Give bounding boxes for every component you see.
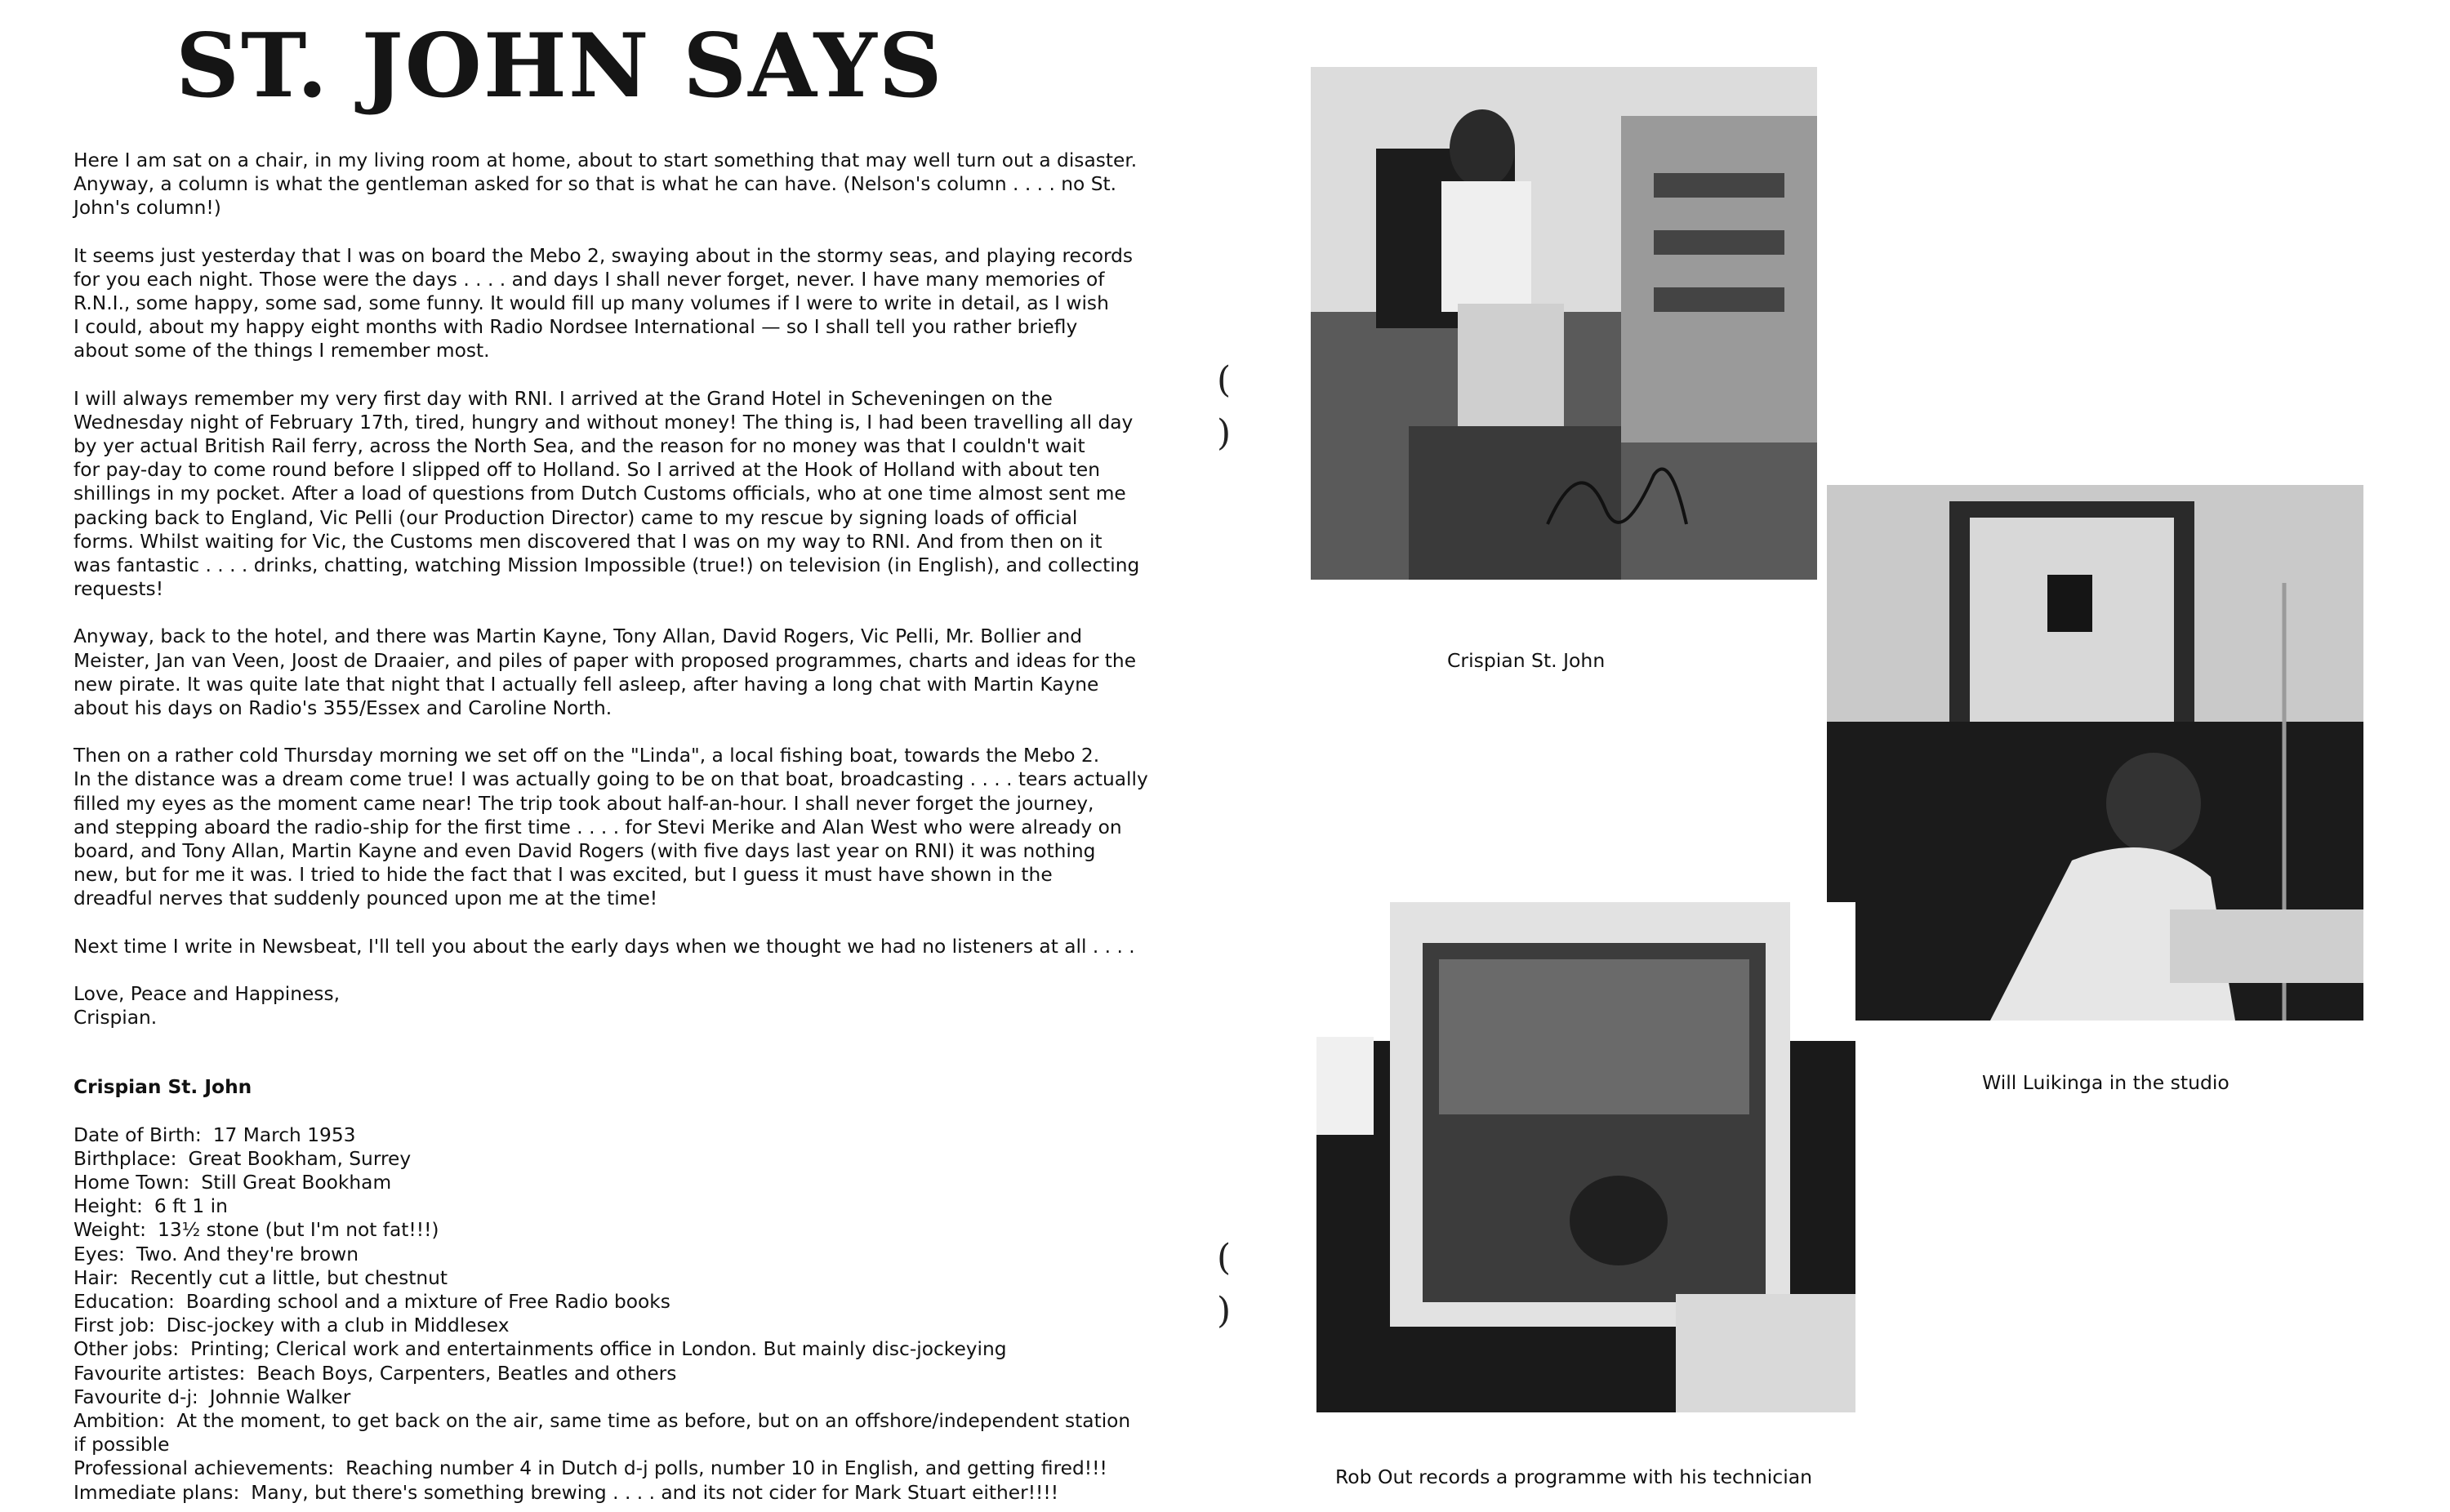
paragraph: Next time I write in Newsbeat, I'll tell you about the early days when we thought we had no listeners at all . . . . xyxy=(74,935,1135,958)
profile-item-label: Home Town: xyxy=(74,1171,190,1194)
photo-studio xyxy=(1827,485,2363,1021)
profile-item xyxy=(74,1194,1192,1218)
profile-item-label: Hair: xyxy=(74,1266,119,1289)
profile-item-value: Two. And they're brown xyxy=(136,1243,359,1265)
paragraph: Then on a rather cold Thursday morning we set off on the "Linda", a local fishing boat, towards the Mebo 2. In the distance was a dream come true! I was actually going to be on that boat, broadcasting . . . . tears actually filled my eyes as the moment came near! The trip took about half-an-hour. I shall never forget the journey, and stepping aboard the radio-ship for the first time . . . . for Stevi Merike and Alan West who were already on board, and Tony Allan, Martin Kayne and even David Rogers (with five days last year on RNI) it was nothing new, but for me it was. I tried to hide the fact that I was excited, but I guess it must have shown in the dreadful nerves that suddenly pounced upon me at the time! xyxy=(74,745,1148,910)
binder-mark: ) xyxy=(1217,1290,1232,1332)
profile-item xyxy=(74,1290,1192,1314)
profile-item-value: Recently cut a little, but chestnut xyxy=(130,1266,448,1289)
article-body xyxy=(74,149,1192,1505)
profile-item-label: Favourite artistes: xyxy=(74,1362,246,1385)
profile-item xyxy=(74,1147,1192,1171)
profile-item xyxy=(74,1171,1192,1194)
profile-item-value: Reaching number 4 in Dutch d-j polls, number 10 in English, and getting fired!!! xyxy=(345,1457,1107,1480)
profile-list xyxy=(74,1123,1192,1505)
profile-item-value: Printing; Clerical work and entertainments office in London. But mainly disc-jockeying xyxy=(190,1338,1007,1361)
article-title: ST. JOHN SAYS xyxy=(176,15,944,118)
caption-photo-recording: Rob Out records a programme with his technician xyxy=(1335,1465,1813,1488)
profile-item xyxy=(74,1337,1192,1361)
profile-item xyxy=(74,1314,1192,1337)
paragraph: I will always remember my very first day with RNI. I arrived at the Grand Hotel in Scheveningen on the Wednesday night of February 17th, tired, hungry and without money! The thing is, I had been travelling all day by yer actual British Rail ferry, across the North Sea, and the reason for no money was that I couldn't wait for pay-day to come round before I slipped off to Holland. So I arrived at the Hook of Holland with about ten shillings in my pocket. After a load of questions from Dutch Customs officials, who at one time almost sent me packing back to England, Vic Pelli (our Production Director) came to my rescue by signing loads of official forms. Whilst waiting for Vic, the Customs men discovered that I was on my way to RNI. And from then on it was fantastic . . . . drinks, chatting, watching Mission Impossible (true!) on television (in English), and collecting requests! xyxy=(74,387,1140,601)
profile-item xyxy=(74,1218,1192,1242)
profile-item-label: Immediate plans: xyxy=(74,1481,240,1504)
profile-item-value: Beach Boys, Carpenters, Beatles and others xyxy=(256,1362,677,1385)
paragraph: Anyway, back to the hotel, and there was Martin Kayne, Tony Allan, David Rogers, Vic Pelli, Mr. Bollier and Meister, Jan van Veen, Joost de Draaier, and piles of paper with proposed programmes, charts and ideas for the new pirate. It was quite late that night that I actually fell asleep, after having a long chat with Martin Kayne about his days on Radio's 355/Essex and Caroline North. xyxy=(74,625,1137,720)
profile-item xyxy=(74,1481,1192,1505)
profile-item-value: Still Great Bookham xyxy=(201,1171,392,1194)
profile-item-label: Favourite d-j: xyxy=(74,1385,198,1408)
binder-mark: ( xyxy=(1217,359,1232,401)
profile-item-value: 17 March 1953 xyxy=(212,1123,356,1146)
profile-item xyxy=(74,1456,1192,1480)
profile-item-label: Professional achievements: xyxy=(74,1457,335,1480)
signoff-name: Crispian. xyxy=(74,1007,158,1029)
profile-item-value: Great Bookham, Surrey xyxy=(188,1147,412,1170)
photo-crispian-image xyxy=(1311,67,1817,580)
profile-heading: Crispian St. John xyxy=(74,1076,252,1099)
profile-item xyxy=(74,1123,1192,1147)
profile-item-value: At the moment, to get back on the air, same time as before, but on an offshore/independent station if possible xyxy=(74,1409,1131,1456)
profile-item xyxy=(74,1385,1192,1409)
profile-item xyxy=(74,1243,1192,1266)
photo-studio-image xyxy=(1827,485,2363,1021)
signoff-line: Love, Peace and Happiness, xyxy=(74,982,340,1005)
profile-item-label: Other jobs: xyxy=(74,1338,180,1361)
profile-item-value: Disc-jockey with a club in Middlesex xyxy=(166,1314,510,1337)
profile-item xyxy=(74,1266,1192,1290)
profile-item-label: Height: xyxy=(74,1195,143,1218)
paragraph: Here I am sat on a chair, in my living room at home, about to start something that may well turn out a disaster. Anyway, a column is what the gentleman asked for so that is what he can have. (Nelson's column . . . . no St. John's column!) xyxy=(74,149,1138,220)
profile-item-value: Johnnie Walker xyxy=(209,1385,351,1408)
profile-item-label: Weight: xyxy=(74,1219,147,1242)
profile-item-label: Birthplace: xyxy=(74,1147,177,1170)
profile-item-label: Education: xyxy=(74,1290,175,1313)
photo-recording xyxy=(1316,902,1855,1412)
profile-item-label: Ambition: xyxy=(74,1409,166,1432)
profile-item-value: 6 ft 1 in xyxy=(154,1195,228,1218)
profile-item-label: First job: xyxy=(74,1314,155,1337)
caption-photo-studio: Will Luikinga in the studio xyxy=(1982,1071,2230,1094)
profile-item-value: Boarding school and a mixture of Free Radio books xyxy=(185,1290,670,1313)
profile-item xyxy=(74,1362,1192,1385)
binder-mark: ) xyxy=(1217,412,1232,454)
binder-mark: ( xyxy=(1217,1237,1232,1279)
photo-recording-image xyxy=(1316,902,1855,1412)
signoff xyxy=(74,982,1192,1029)
profile-item-label: Eyes: xyxy=(74,1243,125,1265)
paragraph: It seems just yesterday that I was on board the Mebo 2, swaying about in the stormy seas, and playing records for you each night. Those were the days . . . . and days I shall never forget, never. I have many memories of R.N.I., some happy, some sad, some funny. It would fill up many volumes if I were to write in detail, as I wish I could, about my happy eight months with Radio Nordsee International — so I shall tell you rather briefly about some of the things I remember most. xyxy=(74,244,1134,362)
profile-item-value: 13½ stone (but I'm not fat!!!) xyxy=(158,1219,439,1242)
profile-item-value: Many, but there's something brewing . . . . and its not cider for Mark Stuart either!!!! xyxy=(251,1481,1059,1504)
profile-item-label: Date of Birth: xyxy=(74,1123,202,1146)
photo-crispian xyxy=(1311,67,1817,580)
profile-item xyxy=(74,1409,1192,1456)
caption-photo-crispian: Crispian St. John xyxy=(1447,649,1606,672)
